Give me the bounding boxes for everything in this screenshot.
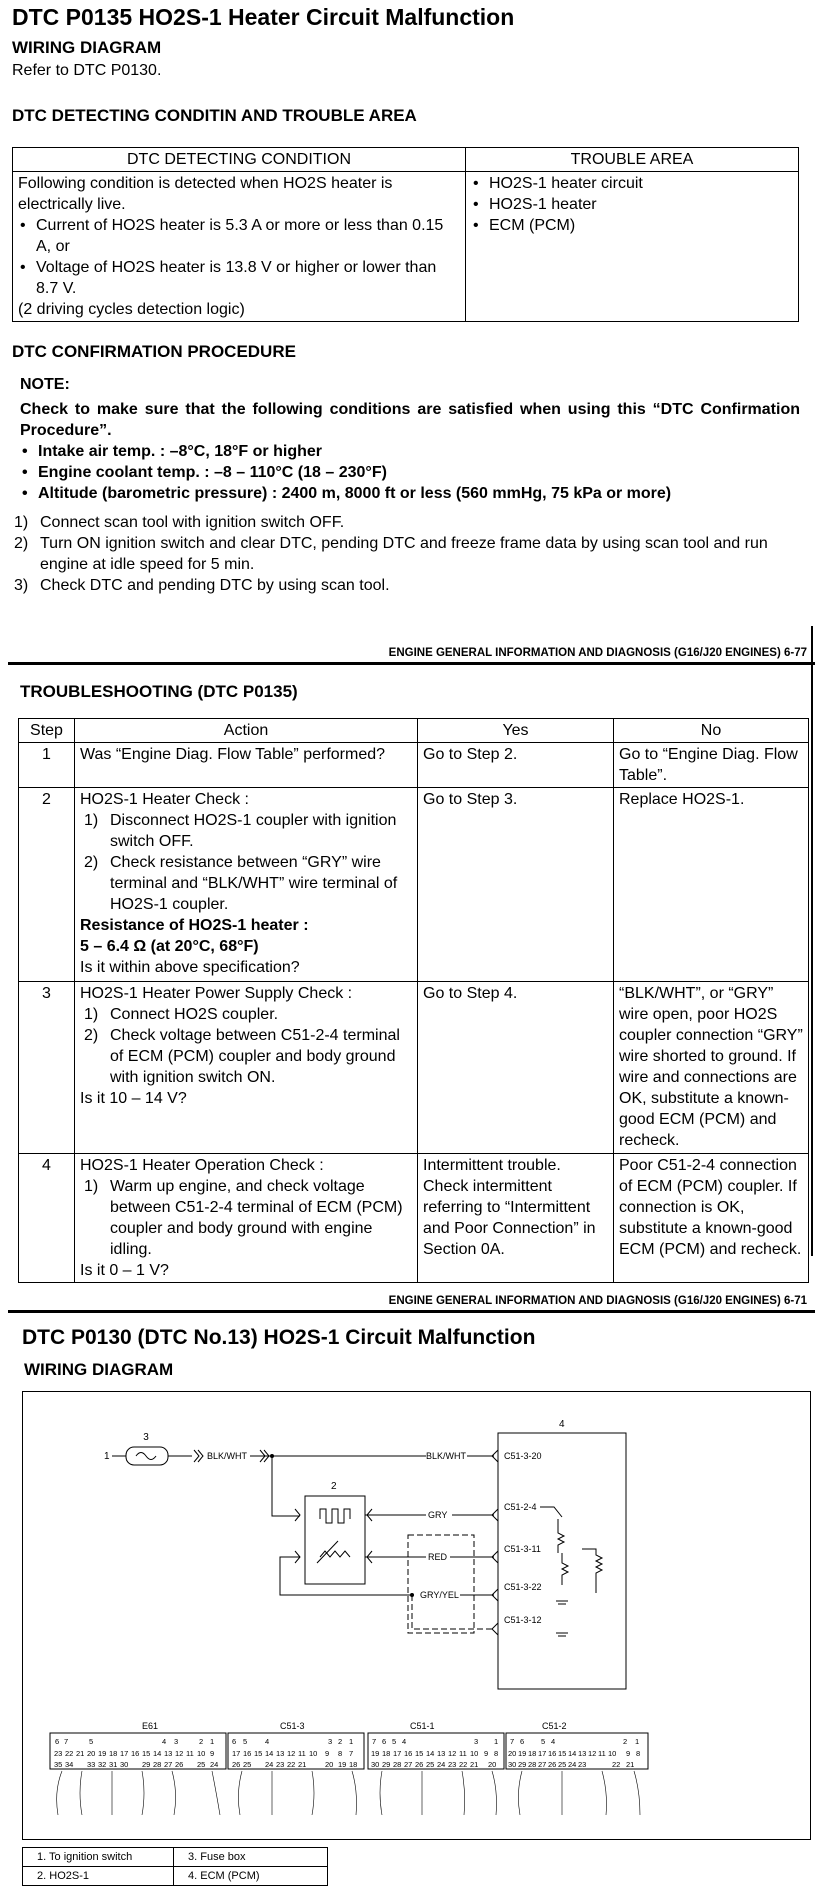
svg-text:4: 4 (402, 1737, 407, 1746)
svg-text:13: 13 (276, 1749, 285, 1758)
connector-c51-3 (228, 1721, 364, 1769)
svg-text:19: 19 (518, 1749, 527, 1758)
svg-text:27: 27 (538, 1760, 547, 1769)
action-cell: HO2S-1 Heater Power Supply Check : 1) Connect HO2S coupler. 2) Check voltage between C51-2-4 terminal of ECM (PCM) coupler and body ground with ignition switch ON. Is it 10 – 14 V? (75, 982, 418, 1154)
svg-text:15: 15 (142, 1749, 151, 1758)
svg-text:13: 13 (578, 1749, 587, 1758)
svg-text:23: 23 (276, 1760, 285, 1769)
page-edge-line (811, 626, 813, 1256)
svg-text:22: 22 (612, 1760, 621, 1769)
svg-text:BLK/WHT: BLK/WHT (426, 1451, 467, 1461)
svg-text:5: 5 (243, 1737, 248, 1746)
svg-text:16: 16 (243, 1749, 252, 1758)
wiring-heading: WIRING DIAGRAM (12, 38, 162, 57)
col-yes: Yes (418, 719, 614, 743)
condition-item: • Voltage of HO2S heater is 13.8 V or higher or lower than 8.7 V. (18, 257, 460, 299)
table-row: 1 Was “Engine Diag. Flow Table” performed? Go to Step 2. Go to “Engine Diag. Flow Table”. (19, 743, 809, 788)
table-row: 3 HO2S-1 Heater Power Supply Check : 1) Connect HO2S coupler. 2) Check voltage between C51-2-4 terminal of ECM (PCM) coupler and body ground with ignition switch ON. Is it 10 – 14 V? Go to Step 4. “BLK/WHT”, or “GRY” wire open, poor HO2S coupler connection “GRY” wire shorted to ground. If wire and connections are OK, substitute a known-good ECM (PCM) and recheck. (19, 982, 809, 1154)
svg-text:20: 20 (508, 1749, 517, 1758)
svg-text:19: 19 (371, 1749, 380, 1758)
svg-text:16: 16 (404, 1749, 413, 1758)
svg-text:23: 23 (448, 1760, 457, 1769)
svg-text:14: 14 (265, 1749, 274, 1758)
svg-text:1: 1 (210, 1737, 215, 1746)
svg-text:C51-2-4: C51-2-4 (504, 1502, 537, 1512)
svg-text:16: 16 (131, 1749, 140, 1758)
svg-text:1: 1 (635, 1737, 640, 1746)
svg-text:4: 4 (559, 1419, 565, 1430)
note-item: • Altitude (barometric pressure) : 2400 m, 8000 ft or less (560 mmHg, 75 kPa or more) (20, 483, 800, 504)
note-item: • Intake air temp. : –8°C, 18°F or higher (20, 441, 800, 462)
svg-text:13: 13 (437, 1749, 446, 1758)
svg-text:17: 17 (393, 1749, 402, 1758)
svg-text:22: 22 (287, 1760, 296, 1769)
svg-text:3: 3 (474, 1737, 479, 1746)
svg-text:24: 24 (568, 1760, 577, 1769)
procedure-step: 1) Connect scan tool with ignition switch OFF. (14, 514, 345, 531)
condition-list (18, 215, 460, 299)
svg-text:24: 24 (210, 1760, 219, 1769)
svg-text:19: 19 (338, 1760, 347, 1769)
procedure-step: 3) Check DTC and pending DTC by using scan tool. (14, 577, 390, 594)
svg-text:6: 6 (382, 1737, 387, 1746)
svg-text:20: 20 (87, 1749, 96, 1758)
svg-text:30: 30 (371, 1760, 380, 1769)
svg-text:27: 27 (164, 1760, 173, 1769)
svg-text:11: 11 (298, 1749, 306, 1758)
svg-text:21: 21 (298, 1760, 307, 1769)
col-no: No (614, 719, 809, 743)
legend-item: 2. HO2S-1 (23, 1867, 174, 1886)
svg-text:5: 5 (392, 1737, 397, 1746)
section-title-p0130: DTC P0130 (DTC No.13) HO2S-1 Circuit Malfunction (22, 1326, 536, 1349)
col-action: Action (75, 719, 418, 743)
svg-text:C51-2: C51-2 (542, 1721, 567, 1731)
svg-text:4: 4 (551, 1737, 556, 1746)
condition-note: (2 driving cycles detection logic) (18, 301, 245, 318)
svg-text:2: 2 (338, 1737, 343, 1746)
svg-text:C51-1: C51-1 (410, 1721, 435, 1731)
svg-text:18: 18 (349, 1760, 358, 1769)
svg-text:29: 29 (518, 1760, 527, 1769)
svg-text:2: 2 (199, 1737, 204, 1746)
ho2s-sensor (305, 1481, 365, 1584)
troubleshooting-title: TROUBLESHOOTING (DTC P0135) (20, 682, 298, 701)
svg-text:32: 32 (98, 1760, 107, 1769)
svg-text:17: 17 (232, 1749, 241, 1758)
svg-text:29: 29 (142, 1760, 151, 1769)
svg-text:7: 7 (372, 1737, 377, 1746)
svg-text:29: 29 (382, 1760, 391, 1769)
svg-text:8: 8 (494, 1749, 499, 1758)
svg-text:3: 3 (328, 1737, 333, 1746)
svg-text:8: 8 (636, 1749, 641, 1758)
svg-text:23: 23 (578, 1760, 587, 1769)
svg-text:C51-3-22: C51-3-22 (504, 1582, 542, 1592)
svg-text:30: 30 (120, 1760, 129, 1769)
svg-text:15: 15 (254, 1749, 263, 1758)
svg-text:25: 25 (558, 1760, 567, 1769)
svg-text:21: 21 (76, 1749, 85, 1758)
svg-text:15: 15 (558, 1749, 567, 1758)
svg-text:4: 4 (162, 1737, 167, 1746)
confirm-heading: DTC CONFIRMATION PROCEDURE (12, 342, 296, 361)
svg-text:14: 14 (153, 1749, 162, 1758)
ecm-box (498, 1419, 626, 1689)
area-item: • ECM (PCM) (471, 215, 793, 236)
svg-text:7: 7 (64, 1737, 69, 1746)
svg-text:5: 5 (541, 1737, 546, 1746)
svg-text:33: 33 (87, 1760, 96, 1769)
svg-text:5: 5 (89, 1737, 94, 1746)
section-p0135 (12, 4, 514, 31)
svg-text:17: 17 (538, 1749, 547, 1758)
svg-text:22: 22 (65, 1749, 74, 1758)
svg-text:12: 12 (287, 1749, 296, 1758)
fuse-box (104, 1432, 192, 1465)
svg-text:11: 11 (459, 1749, 467, 1758)
svg-text:22: 22 (459, 1760, 468, 1769)
svg-text:12: 12 (588, 1749, 597, 1758)
svg-text:14: 14 (426, 1749, 435, 1758)
note-list (20, 441, 800, 504)
area-list (471, 173, 793, 236)
svg-text:1: 1 (349, 1737, 354, 1746)
svg-text:24: 24 (437, 1760, 446, 1769)
wiring-heading: WIRING DIAGRAM (24, 1360, 174, 1379)
svg-text:6: 6 (55, 1737, 60, 1746)
note-block (20, 374, 800, 504)
svg-text:4: 4 (265, 1737, 270, 1746)
svg-text:3: 3 (174, 1737, 179, 1746)
spec-label: Resistance of HO2S-1 heater : (80, 917, 309, 934)
note-text: Check to make sure that the following conditions are satisfied when using this “DTC Confirmation Procedure”. (20, 401, 800, 439)
svg-text:14: 14 (568, 1749, 577, 1758)
svg-text:25: 25 (243, 1760, 252, 1769)
col-area-header: TROUBLE AREA (466, 148, 799, 172)
running-header: ENGINE GENERAL INFORMATION AND DIAGNOSIS (G16/J20 ENGINES) 6-71 (388, 1295, 807, 1307)
header-rule (8, 662, 815, 665)
svg-text:BLK/WHT: BLK/WHT (207, 1451, 248, 1461)
svg-text:11: 11 (186, 1749, 194, 1758)
svg-text:RED: RED (428, 1552, 448, 1562)
svg-text:9: 9 (325, 1749, 330, 1758)
svg-text:31: 31 (109, 1760, 118, 1769)
svg-text:2: 2 (623, 1737, 628, 1746)
connector-c51-2 (506, 1721, 648, 1769)
svg-text:10: 10 (197, 1749, 206, 1758)
svg-text:9: 9 (626, 1749, 631, 1758)
svg-text:16: 16 (548, 1749, 557, 1758)
svg-text:1: 1 (104, 1451, 110, 1462)
svg-text:26: 26 (548, 1760, 557, 1769)
action-cell: Was “Engine Diag. Flow Table” performed? (75, 743, 418, 788)
svg-text:GRY: GRY (428, 1510, 448, 1520)
spec-value: 5 – 6.4 Ω (at 20°C, 68°F) (80, 938, 259, 955)
svg-text:6: 6 (520, 1737, 525, 1746)
svg-text:18: 18 (528, 1749, 537, 1758)
svg-text:26: 26 (415, 1760, 424, 1769)
area-item: • HO2S-1 heater (471, 194, 793, 215)
troubleshooting-table (18, 718, 809, 1283)
svg-text:2: 2 (331, 1481, 337, 1492)
svg-text:21: 21 (626, 1760, 635, 1769)
svg-text:C51-3: C51-3 (280, 1721, 305, 1731)
legend-item: 4. ECM (PCM) (174, 1867, 328, 1886)
svg-text:7: 7 (349, 1749, 354, 1758)
action-cell: HO2S-1 Heater Operation Check : 1) Warm up engine, and check voltage between C51-2-4 terminal of ECM (PCM) coupler and body ground with engine idling. Is it 0 – 1 V? (75, 1154, 418, 1283)
procedure-step: 2) Turn ON ignition switch and clear DTC, pending DTC and freeze frame data by using scan tool and run engine at idle speed for 5 min. (14, 535, 768, 573)
wiring-diagram (22, 1391, 812, 1841)
svg-text:10: 10 (470, 1749, 479, 1758)
detect-heading: DTC DETECTING CONDITIN AND TROUBLE AREA (12, 106, 417, 125)
svg-text:3: 3 (143, 1432, 149, 1443)
svg-text:19: 19 (98, 1749, 107, 1758)
svg-text:15: 15 (415, 1749, 424, 1758)
svg-text:9: 9 (484, 1749, 489, 1758)
area-cell (466, 172, 799, 322)
svg-text:18: 18 (382, 1749, 391, 1758)
svg-text:GRY/YEL: GRY/YEL (420, 1590, 459, 1600)
svg-text:C51-3-20: C51-3-20 (504, 1451, 542, 1461)
page-title: DTC P0135 HO2S-1 Heater Circuit Malfunction (12, 4, 515, 30)
svg-text:17: 17 (120, 1749, 129, 1758)
header-rule (8, 1310, 815, 1313)
wiring-reference: Refer to DTC P0130. (12, 62, 162, 79)
svg-text:25: 25 (426, 1760, 435, 1769)
svg-text:10: 10 (608, 1749, 617, 1758)
col-condition-header: DTC DETECTING CONDITION (13, 148, 466, 172)
svg-text:7: 7 (510, 1737, 515, 1746)
svg-text:23: 23 (54, 1749, 63, 1758)
svg-text:27: 27 (404, 1760, 413, 1769)
svg-text:28: 28 (153, 1760, 162, 1769)
svg-text:26: 26 (175, 1760, 184, 1769)
detect-table (12, 147, 799, 322)
svg-text:20: 20 (488, 1760, 497, 1769)
svg-text:1: 1 (494, 1737, 499, 1746)
condition-item: • Current of HO2S heater is 5.3 A or more or less than 0.15 A, or (18, 215, 460, 257)
svg-text:34: 34 (65, 1760, 74, 1769)
svg-text:E61: E61 (142, 1721, 159, 1731)
table-row: 4 HO2S-1 Heater Operation Check : 1) Warm up engine, and check voltage between C51-2-4 terminal of ECM (PCM) coupler and body ground with engine idling. Is it 0 – 1 V? Intermittent trouble. Check intermittent referring to “Intermittent and Poor Connection” in Section 0A. Poor C51-2-4 connection of ECM (PCM) coupler. If connection is OK, substitute a known-good ECM (PCM) and recheck. (19, 1154, 809, 1283)
svg-text:24: 24 (265, 1760, 274, 1769)
svg-text:35: 35 (54, 1760, 63, 1769)
action-cell: HO2S-1 Heater Check : 1) Disconnect HO2S-1 coupler with ignition switch OFF. 2) Check resistance between “GRY” wire terminal and “BLK/WHT” wire terminal of HO2S-1 coupler. Resistance of HO2S-1 heater : 5 – 6.4 Ω (at 20°C, 68°F) Is it within above specification? (75, 788, 418, 982)
svg-text:13: 13 (164, 1749, 173, 1758)
svg-text:21: 21 (470, 1760, 479, 1769)
svg-text:8: 8 (338, 1749, 343, 1758)
svg-text:10: 10 (309, 1749, 318, 1758)
svg-text:18: 18 (109, 1749, 118, 1758)
area-item: • HO2S-1 heater circuit (471, 173, 793, 194)
svg-text:C51-3-12: C51-3-12 (504, 1615, 542, 1625)
table-row: 2 HO2S-1 Heater Check : 1) Disconnect HO2S-1 coupler with ignition switch OFF. 2) Check resistance between “GRY” wire terminal and “BLK/WHT” wire terminal of HO2S-1 coupler. Resistance of HO2S-1 heater : 5 – 6.4 Ω (at 20°C, 68°F) Is it within above specification? Go to Step 3. Replace HO2S-1. (19, 788, 809, 982)
svg-text:12: 12 (175, 1749, 184, 1758)
connector-c51-1 (368, 1721, 504, 1769)
condition-cell (13, 172, 466, 322)
diagram-legend (22, 1847, 328, 1886)
svg-text:C51-3-11: C51-3-11 (504, 1544, 541, 1554)
note-label: NOTE: (20, 376, 70, 393)
svg-text:11: 11 (598, 1749, 606, 1758)
svg-text:28: 28 (528, 1760, 537, 1769)
col-step: Step (19, 719, 75, 743)
svg-text:25: 25 (197, 1760, 206, 1769)
svg-text:26: 26 (232, 1760, 241, 1769)
svg-text:30: 30 (508, 1760, 517, 1769)
svg-text:12: 12 (448, 1749, 457, 1758)
connector-e61 (50, 1721, 226, 1769)
procedure-steps (14, 512, 804, 596)
svg-text:6: 6 (232, 1737, 237, 1746)
legend-item: 1. To ignition switch (23, 1848, 174, 1867)
legend-item: 3. Fuse box (174, 1848, 328, 1867)
running-header: ENGINE GENERAL INFORMATION AND DIAGNOSIS (G16/J20 ENGINES) 6-77 (388, 647, 807, 659)
svg-text:9: 9 (210, 1749, 215, 1758)
condition-intro: Following condition is detected when HO2S heater is electrically live. (18, 175, 393, 213)
note-item: • Engine coolant temp. : –8 – 110°C (18 – 230°F) (20, 462, 800, 483)
svg-text:20: 20 (325, 1760, 334, 1769)
svg-text:28: 28 (393, 1760, 402, 1769)
